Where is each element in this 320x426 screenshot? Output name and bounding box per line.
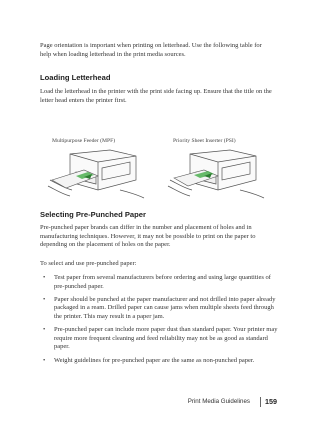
footer-divider xyxy=(260,397,261,407)
section-heading-loading-letterhead: Loading Letterhead xyxy=(40,73,111,82)
section-heading-pre-punched: Selecting Pre-Punched Paper xyxy=(40,210,146,219)
footer-section-title: Print Media Guidelines xyxy=(187,398,250,405)
list-item: • Pre-punched paper can include more paper dust than standard paper. Your printer may require more frequent cleaning and feed reliability may not be as good as standard paper. xyxy=(43,326,278,351)
page-number: 159 xyxy=(265,397,277,406)
bullet-icon: • xyxy=(43,356,46,364)
bullet-icon: • xyxy=(43,326,46,334)
pre-punched-bullet-list xyxy=(40,274,278,370)
list-item: • Paper should be punched at the paper manufacturer and not drilled into paper already packaged in a ream. Drilled paper can cause jams when multiple sheets feed through the printer. This may result in a paper jam. xyxy=(43,295,276,320)
loading-letterhead-paragraph: Load the letterhead in the printer with the print side facing up. Ensure that the title on the letter head enters the printer first. xyxy=(40,88,272,104)
mpf-illustration xyxy=(40,146,154,200)
list-item: • Weight guidelines for pre-punched paper are the same as non-punched paper. xyxy=(43,356,255,364)
bullet-icon: • xyxy=(43,295,46,303)
figure-caption-psi: Priority Sheet Inserter (PSI) xyxy=(173,138,236,144)
psi-illustration xyxy=(160,146,274,200)
bullet-icon: • xyxy=(43,274,46,281)
pre-punched-paragraph: Pre-punched paper brands can differ in the number and placement of holes and in manufacturing techniques. However, it may not be possible to print on the paper to depending on the placement of holes on the paper. xyxy=(40,224,256,249)
figure-caption-mpf: Multipurpose Feeder (MPF) xyxy=(52,138,116,144)
list-item: • Test paper from several manufacturers before ordering and using large quantities of pre-punched paper. xyxy=(43,274,271,290)
intro-paragraph: Page orientation is important when printing on letterhead. Use the following table for help when loading letterhead in the print media sources. xyxy=(40,42,262,58)
select-intro-text: To select and use pre-punched paper: xyxy=(40,260,137,267)
